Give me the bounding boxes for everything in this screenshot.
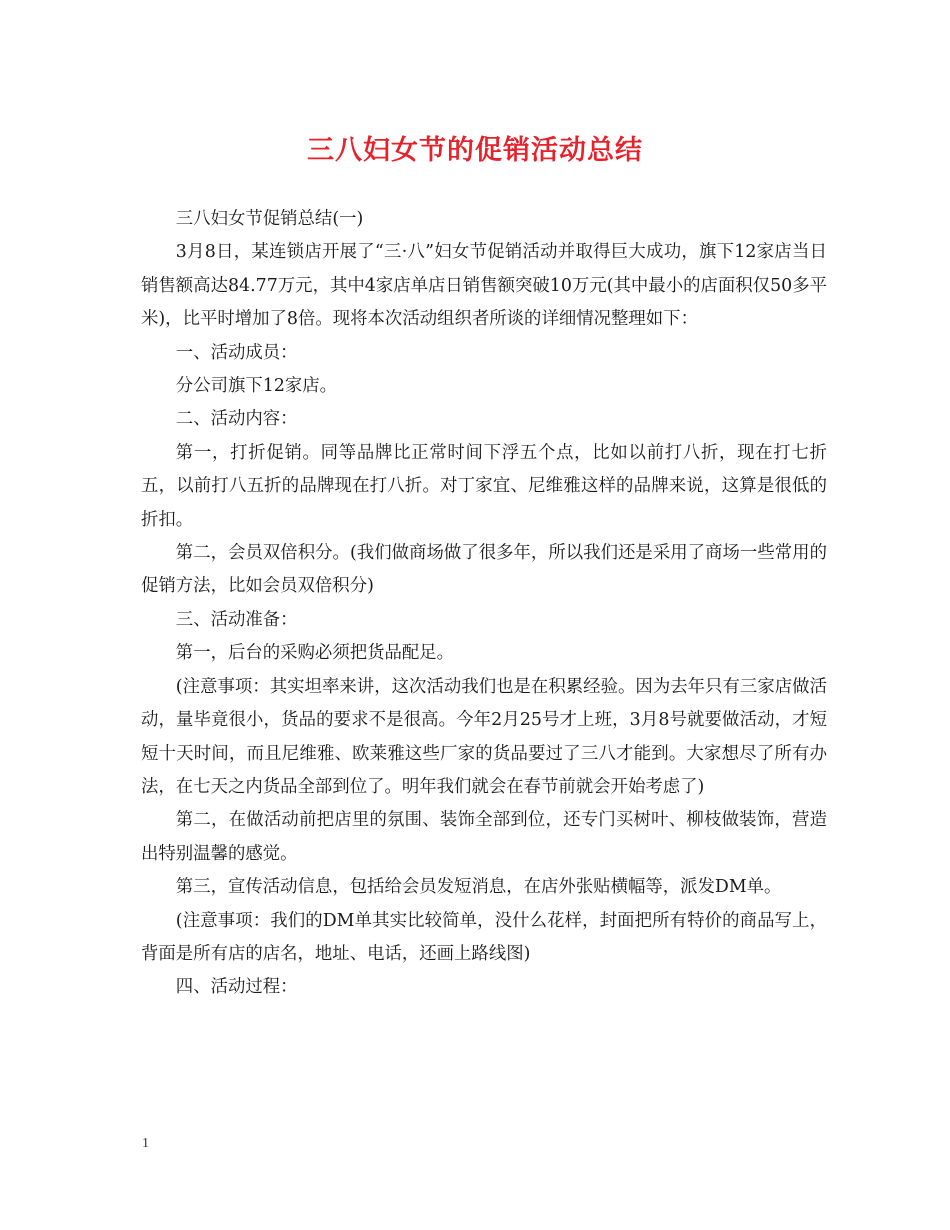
- paragraph-double-points: 第二，会员双倍积分。(我们做商场做了很多年，所以我们还是采用了商场一些常用的促销方法，比如会员双倍积分): [141, 543, 827, 597]
- paragraph-discount: 第一，打折促销。同等品牌比正常时间下浮五个点，比如以前打八折，现在打七折五，以前打八五折的品牌现在打八折。对丁家宜、尼维雅这样的品牌来说，这算是很低的折扣。: [141, 442, 827, 530]
- paragraph-intro: 3月8日，某连锁店开展了“三·八”妇女节促销活动并取得巨大成功，旗下12家店当日销售额高达84.77万元，其中4家店单店日销售额突破10万元(其中最小的店面积仅50多平米)，比平时增加了8倍。现将本次活动组织者所谈的详细情况整理如下：: [141, 242, 827, 330]
- paragraph-heading-preparation: 三、活动准备：: [175, 609, 298, 630]
- paragraph-promotion: 第三，宣传活动信息，包括给会员发短消息，在店外张贴横幅等，派发DM单。: [175, 877, 782, 898]
- paragraph-heading-content: 二、活动内容：: [175, 409, 298, 430]
- paragraph-heading-process: 四、活动过程：: [175, 977, 298, 998]
- paragraph-decoration: 第二，在做活动前把店里的氛围、装饰全部到位，还专门买树叶、柳枝做装饰，营造出特别温馨的感觉。: [141, 810, 827, 864]
- paragraph-heading-members: 一、活动成员：: [175, 342, 298, 363]
- paragraph-stock-note: (注意事项：其实坦率来讲，这次活动我们也是在积累经验。因为去年只有三家店做活动，量毕竟很小，货品的要求不是很高。今年2月25号才上班，3月8号就要做活动，才短短十天时间，而且尼维雅、欧莱雅这些厂家的货品要过了三八才能到。大家想尽了所有办法，在七天之内货品全部到位了。明年我们就会在春节前就会开始考虑了): [141, 676, 827, 797]
- paragraph-section-heading: 三八妇女节促销总结(一): [175, 209, 364, 229]
- paragraph-dm-note: (注意事项：我们的DM单其实比较简单，没什么花样，封面把所有特价的商品写上，背面是所有店的店名，地址、电话，还画上路线图): [141, 910, 827, 964]
- document-title: 三八妇女节的促销活动总结: [307, 135, 643, 166]
- paragraph-stock: 第一，后台的采购必须把货品配足。: [175, 643, 455, 664]
- document-body: [141, 203, 827, 1005]
- paragraph-members: 分公司旗下12家店。: [175, 376, 338, 397]
- page-number: 1: [142, 1136, 149, 1151]
